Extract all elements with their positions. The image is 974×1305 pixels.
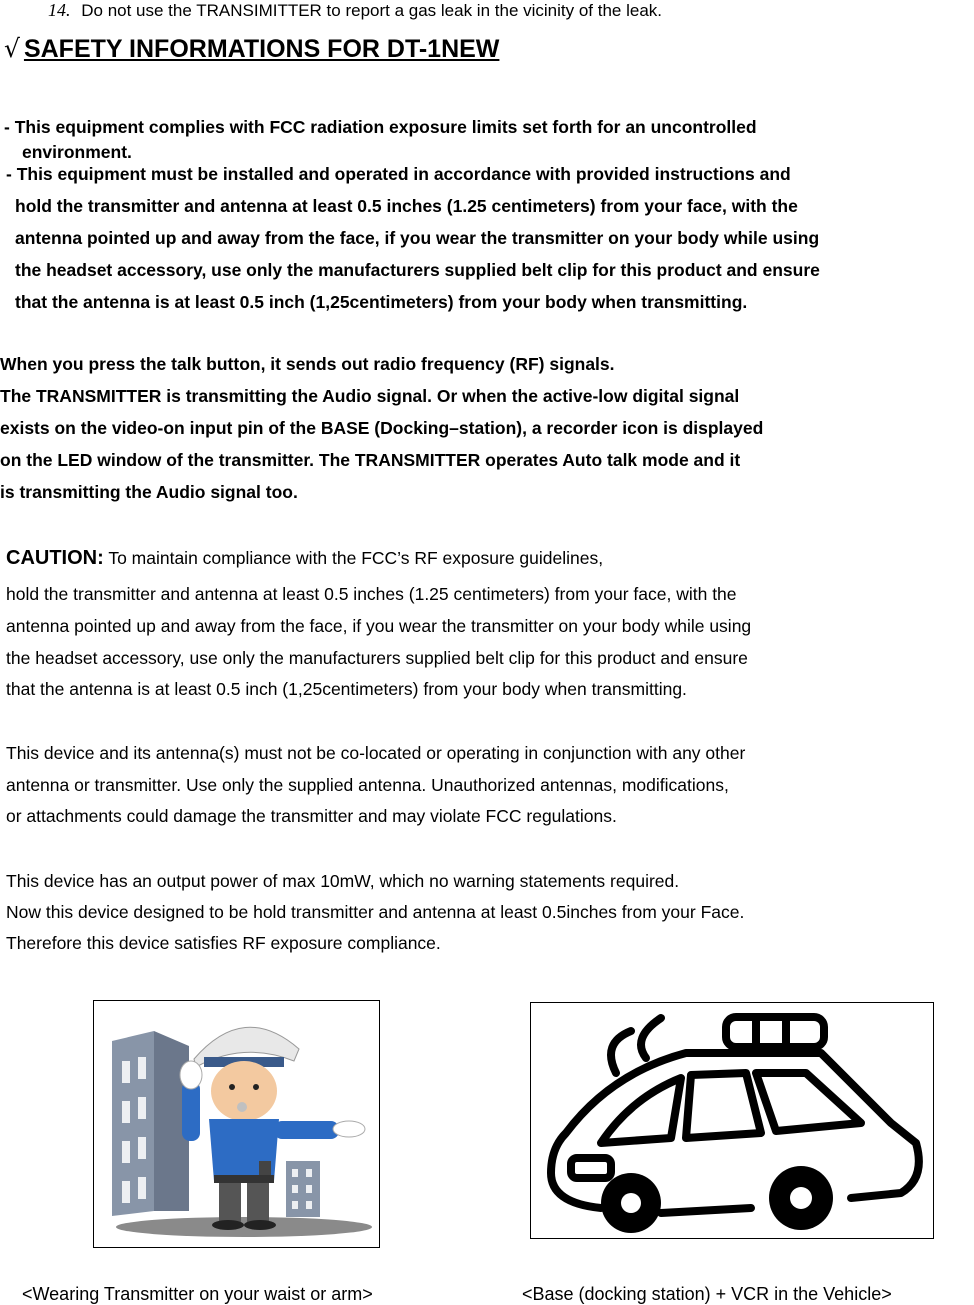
colocation-line: or attachments could damage the transmitter and may violate FCC regulations.	[6, 806, 617, 826]
fcc-line: - This equipment must be installed and operated in accordance with provided instructions and	[6, 164, 791, 184]
caution-text: To maintain compliance with the FCC’s RF exposure guidelines,	[108, 548, 604, 568]
caution-label: CAUTION:	[6, 547, 104, 569]
caution-line: hold the transmitter and antenna at least 0.5 inches (1.25 centimeters) from your face, with the	[6, 584, 737, 604]
page-title-text: SAFETY INFORMATIONS FOR DT-1NEW	[23, 35, 500, 63]
fcc-line: antenna pointed up and away from the face, if you wear the transmitter on your body while using	[15, 228, 820, 248]
caption-left: <Wearing Transmitter on your waist or arm>	[22, 1284, 373, 1304]
power-line: This device has an output power of max 10mW, which no warning statements required.	[6, 871, 680, 891]
checkmark-icon: √	[4, 34, 20, 63]
rf-line: exists on the video-on input pin of the BASE (Docking–station), a recorder icon is displayed	[0, 418, 764, 438]
caution-line: that the antenna is at least 0.5 inch (1,25centimeters) from your body when transmitting.	[6, 679, 687, 699]
fcc-line: the headset accessory, use only the manufacturers supplied belt clip for this product and ensure	[15, 260, 820, 280]
traffic-officer-icon	[94, 1001, 379, 1247]
rf-line: When you press the talk button, it sends out radio frequency (RF) signals.	[0, 354, 615, 374]
power-line: Therefore this device satisfies RF exposure compliance.	[6, 933, 441, 953]
page-title	[4, 34, 499, 64]
colocation-line: antenna or transmitter. Use only the supplied antenna. Unauthorized antennas, modifications,	[6, 775, 729, 795]
list-number: 14.	[48, 0, 71, 20]
list-item-text: Do not use the TRANSIMITTER to report a gas leak in the vicinity of the leak.	[81, 1, 663, 20]
fcc-line: environment.	[22, 142, 132, 162]
rf-line: The TRANSMITTER is transmitting the Audio signal. Or when the active-low digital signal	[0, 386, 740, 406]
list-item-14	[48, 0, 662, 21]
police-car-icon	[531, 1003, 933, 1238]
colocation-line: This device and its antenna(s) must not be co-located or operating in conjunction with any other	[6, 743, 746, 763]
caution-line: antenna pointed up and away from the face, if you wear the transmitter on your body while using	[6, 616, 752, 636]
fcc-line: - This equipment complies with FCC radiation exposure limits set forth for an uncontrolled	[4, 117, 757, 137]
officer-illustration	[93, 1000, 380, 1248]
caption-right: <Base (docking station) + VCR in the Vehicle>	[522, 1284, 892, 1304]
caution-line: the headset accessory, use only the manufacturers supplied belt clip for this product and ensure	[6, 648, 748, 668]
fcc-line: that the antenna is at least 0.5 inch (1,25centimeters) from your body when transmitting.	[15, 292, 748, 312]
rf-line: on the LED window of the transmitter. The TRANSMITTER operates Auto talk mode and it	[0, 450, 741, 470]
power-line: Now this device designed to be hold transmitter and antenna at least 0.5inches from your Face.	[6, 902, 745, 922]
rf-line: is transmitting the Audio signal too.	[0, 482, 298, 502]
police-car-illustration	[530, 1002, 934, 1239]
caution-line	[6, 547, 603, 570]
fcc-line: hold the transmitter and antenna at least 0.5 inches (1.25 centimeters) from your face, with the	[15, 196, 798, 216]
